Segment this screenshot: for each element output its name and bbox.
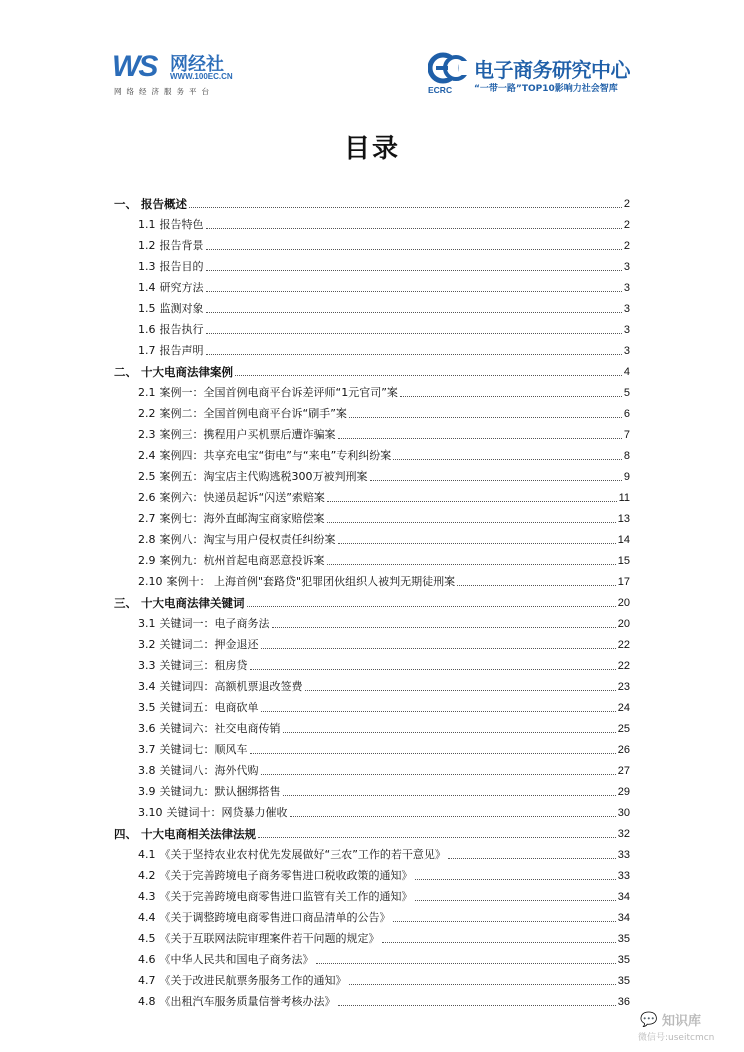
toc-entry-number: 二、 <box>114 365 137 379</box>
toc-entry-text: 报告背景 <box>159 239 204 252</box>
toc-entry-text: 《关于调整跨境电商零售进口商品清单的公告》 <box>159 911 391 924</box>
toc-subsection-entry[interactable] <box>114 379 630 400</box>
toc-page-number: 24 <box>617 702 630 714</box>
toc-subsection-entry[interactable] <box>114 253 630 274</box>
toc-page-number: 2 <box>623 198 630 210</box>
toc-leader-dots <box>206 283 622 292</box>
toc-leader-dots <box>400 388 622 397</box>
toc-entry-label <box>138 911 391 925</box>
toc-entry-text: 关键词九：默认捆绑搭售 <box>159 785 281 798</box>
toc-entry-number: 4.5 <box>138 932 156 945</box>
toc-entry-number: 3.1 <box>138 617 156 630</box>
toc-entry-number: 2.10 <box>138 575 163 588</box>
toc-leader-dots <box>250 745 616 754</box>
toc-leader-dots <box>370 472 622 481</box>
toc-page-number: 25 <box>617 723 630 735</box>
wangjingshe-logo <box>112 48 262 100</box>
toc-entry-number: 1.7 <box>138 344 156 357</box>
toc-entry-label <box>138 470 368 484</box>
toc-entry-text: 关键词七：顺风车 <box>159 743 248 756</box>
toc-page-number: 20 <box>617 597 630 609</box>
toc-subsection-entry[interactable] <box>114 778 630 799</box>
toc-page-number: 4 <box>623 366 630 378</box>
toc-entry-number: 4.2 <box>138 869 156 882</box>
toc-entry-number: 2.2 <box>138 407 156 420</box>
toc-entry-number: 2.3 <box>138 428 156 441</box>
toc-entry-text: 《中华人民共和国电子商务法》 <box>159 953 314 966</box>
toc-subsection-entry[interactable] <box>114 295 630 316</box>
toc-page-number: 6 <box>623 408 630 420</box>
toc-page-number: 33 <box>617 849 630 861</box>
toc-entry-number: 4.3 <box>138 890 156 903</box>
toc-entry-number: 2.1 <box>138 386 156 399</box>
toc-entry-text: 案例十： 上海首例"套路贷"犯罪团伙组织人被判无期徒刑案 <box>166 575 456 588</box>
toc-subsection-entry[interactable] <box>114 484 630 505</box>
toc-entry-number: 1.1 <box>138 218 156 231</box>
toc-leader-dots <box>349 976 616 985</box>
toc-page-number: 30 <box>617 807 630 819</box>
toc-leader-dots <box>316 955 616 964</box>
toc-entry-label <box>114 596 245 610</box>
toc-entry-label <box>138 659 248 673</box>
toc-leader-dots <box>206 220 622 229</box>
toc-subsection-entry[interactable] <box>114 211 630 232</box>
toc-subsection-entry[interactable] <box>114 274 630 295</box>
toc-entry-label <box>138 449 391 463</box>
toc-entry-text: 报告目的 <box>159 260 204 273</box>
toc-entry-label <box>138 386 398 400</box>
toc-leader-dots <box>206 346 622 355</box>
toc-entry-text: 关键词六：社交电商传销 <box>159 722 281 735</box>
toc-entry-number: 4.6 <box>138 953 156 966</box>
toc-leader-dots <box>261 766 616 775</box>
wechat-icon: 💬 <box>640 1012 658 1028</box>
toc-entry-text: 十大电商相关法律法规 <box>141 827 256 841</box>
toc-subsection-entry[interactable] <box>114 715 630 736</box>
toc-entry-text: 《关于互联网法院审理案件若干问题的规定》 <box>159 932 380 945</box>
toc-leader-dots <box>261 703 616 712</box>
toc-entry-label <box>138 428 336 442</box>
toc-entry-label <box>138 974 347 988</box>
toc-page-number: 5 <box>623 387 630 399</box>
toc-entry-number: 3.7 <box>138 743 156 756</box>
toc-leader-dots <box>338 430 622 439</box>
toc-entry-text: 案例五：淘宝店主代购逃税300万被判刑案 <box>159 470 368 483</box>
toc-entry-label <box>138 281 204 295</box>
ws-mark: WS <box>112 50 157 83</box>
toc-leader-dots <box>206 241 622 250</box>
toc-page-number: 34 <box>617 912 630 924</box>
toc-entry-number: 一、 <box>114 197 137 211</box>
toc-leader-dots <box>457 577 616 586</box>
ecrc-subtitle: “一带一路”TOP10影响力社会智库 <box>474 84 618 94</box>
toc-entry-number: 1.6 <box>138 323 156 336</box>
toc-subsection-entry[interactable] <box>114 505 630 526</box>
toc-entry-label <box>138 218 204 232</box>
toc-entry-text: 十大电商法律关键词 <box>141 596 245 610</box>
toc-leader-dots <box>283 724 616 733</box>
toc-page-number: 35 <box>617 954 630 966</box>
toc-subsection-entry[interactable] <box>114 925 630 946</box>
toc-entry-number: 3.8 <box>138 764 156 777</box>
toc-entry-text: 关键词三：租房贷 <box>159 659 248 672</box>
toc-entry-number: 3.5 <box>138 701 156 714</box>
toc-entry-text: 《关于改进民航票务服务工作的通知》 <box>159 974 347 987</box>
toc-subsection-entry[interactable] <box>114 673 630 694</box>
toc-section-entry[interactable] <box>114 820 630 841</box>
toc-leader-dots <box>338 997 616 1006</box>
toc-entry-number: 2.4 <box>138 449 156 462</box>
toc-section-entry[interactable] <box>114 358 630 379</box>
toc-subsection-entry[interactable] <box>114 631 630 652</box>
toc-entry-number: 3.9 <box>138 785 156 798</box>
toc-entry-label <box>138 932 380 946</box>
toc-subsection-entry[interactable] <box>114 526 630 547</box>
toc-leader-dots <box>393 451 622 460</box>
toc-page-number: 23 <box>617 681 630 693</box>
toc-subsection-entry[interactable] <box>114 232 630 253</box>
toc-page-number: 3 <box>623 261 630 273</box>
toc-entry-number: 3.3 <box>138 659 156 672</box>
toc-entry-label <box>138 302 204 316</box>
toc-entry-text: 案例八：淘宝与用户侵权责任纠纷案 <box>159 533 336 546</box>
toc-subsection-entry[interactable] <box>114 610 630 631</box>
ws-brand-name: 网经社 <box>170 54 224 75</box>
toc-page-number: 14 <box>617 534 630 546</box>
toc-leader-dots <box>305 682 616 691</box>
toc-entry-label <box>138 407 347 421</box>
toc-leader-dots <box>272 619 616 628</box>
toc-entry-number: 2.5 <box>138 470 156 483</box>
toc-entry-label <box>138 533 336 547</box>
toc-subsection-entry[interactable] <box>114 862 630 883</box>
ecrc-logo <box>428 52 658 98</box>
toc-entry-label <box>138 512 325 526</box>
toc-entry-number: 2.7 <box>138 512 156 525</box>
toc-subsection-entry[interactable] <box>114 316 630 337</box>
toc-page-number: 11 <box>618 492 630 504</box>
toc-entry-label <box>138 995 336 1009</box>
toc-entry-label <box>138 680 303 694</box>
toc-entry-label <box>138 764 259 778</box>
toc-entry-number: 4.8 <box>138 995 156 1008</box>
page-header <box>0 0 744 110</box>
toc-entry-text: 关键词二：押金退还 <box>159 638 259 651</box>
toc-leader-dots <box>258 829 616 838</box>
toc-entry-number: 2.6 <box>138 491 156 504</box>
ecrc-code: ECRC <box>428 85 453 95</box>
watermark <box>640 1010 740 1046</box>
toc-page-number: 20 <box>617 618 630 630</box>
toc-subsection-entry[interactable] <box>114 568 630 589</box>
toc-leader-dots <box>327 514 616 523</box>
toc-entry-number: 1.2 <box>138 239 156 252</box>
ecrc-title: 电子商务研究中心 <box>474 58 630 82</box>
toc-page-number: 17 <box>617 576 630 588</box>
table-of-contents <box>114 190 630 1009</box>
toc-page-number: 35 <box>617 933 630 945</box>
toc-entry-label <box>138 554 325 568</box>
toc-page-number: 7 <box>623 429 630 441</box>
toc-entry-label <box>138 785 281 799</box>
toc-entry-number: 2.8 <box>138 533 156 546</box>
toc-entry-text: 关键词十：网贷暴力催收 <box>166 806 288 819</box>
toc-page-number: 22 <box>617 660 630 672</box>
toc-page-number: 9 <box>623 471 630 483</box>
toc-entry-text: 报告概述 <box>141 197 187 211</box>
toc-entry-number: 1.3 <box>138 260 156 273</box>
toc-page-number: 13 <box>617 513 630 525</box>
toc-entry-label <box>138 890 413 904</box>
toc-subsection-entry[interactable] <box>114 463 630 484</box>
toc-entry-label <box>138 617 270 631</box>
toc-entry-label <box>138 239 204 253</box>
toc-page-number: 29 <box>617 786 630 798</box>
toc-entry-text: 《关于完善跨境电子商务零售进口税收政策的通知》 <box>159 869 413 882</box>
toc-subsection-entry[interactable] <box>114 883 630 904</box>
toc-subsection-entry[interactable] <box>114 337 630 358</box>
toc-page-number: 22 <box>617 639 630 651</box>
toc-subsection-entry[interactable] <box>114 442 630 463</box>
toc-entry-number: 3.6 <box>138 722 156 735</box>
toc-subsection-entry[interactable] <box>114 736 630 757</box>
toc-entry-text: 报告声明 <box>159 344 204 357</box>
toc-leader-dots <box>415 892 616 901</box>
toc-page-number: 27 <box>617 765 630 777</box>
toc-entry-text: 《关于完善跨境电商零售进口监管有关工作的通知》 <box>159 890 413 903</box>
toc-leader-dots <box>206 325 622 334</box>
toc-page-number: 2 <box>623 219 630 231</box>
toc-page-number: 8 <box>623 450 630 462</box>
ws-tagline: 网络经济服务平台 <box>114 87 214 96</box>
toc-entry-label <box>138 260 204 274</box>
toc-leader-dots <box>393 913 616 922</box>
toc-entry-label <box>138 575 455 589</box>
toc-leader-dots <box>338 535 616 544</box>
toc-page-number: 33 <box>617 870 630 882</box>
toc-leader-dots <box>415 871 616 880</box>
toc-entry-label <box>138 869 413 883</box>
toc-entry-number: 3.10 <box>138 806 163 819</box>
toc-subsection-entry[interactable] <box>114 946 630 967</box>
toc-page-number: 2 <box>623 240 630 252</box>
toc-entry-label <box>114 827 256 841</box>
toc-entry-label <box>138 491 325 505</box>
toc-subsection-entry[interactable] <box>114 694 630 715</box>
toc-entry-number: 1.5 <box>138 302 156 315</box>
ws-url: WWW.100EC.CN <box>170 72 233 81</box>
toc-entry-text: 案例一：全国首例电商平台诉差评师“1元官司”案 <box>159 386 398 399</box>
toc-entry-label <box>114 197 187 211</box>
toc-leader-dots <box>235 367 622 376</box>
toc-leader-dots <box>327 556 616 565</box>
toc-entry-text: 《关于坚持农业农村优先发展做好“三农”工作的若干意见》 <box>159 848 446 861</box>
toc-entry-number: 4.1 <box>138 848 156 861</box>
toc-entry-text: 案例二：全国首例电商平台诉“刷手”案 <box>159 407 347 420</box>
toc-page-number: 3 <box>623 345 630 357</box>
toc-subsection-entry[interactable] <box>114 841 630 862</box>
toc-entry-text: 案例三：携程用户买机票后遭诈骗案 <box>159 428 336 441</box>
toc-page-number: 26 <box>617 744 630 756</box>
toc-subsection-entry[interactable] <box>114 652 630 673</box>
toc-leader-dots <box>327 493 617 502</box>
toc-subsection-entry[interactable] <box>114 547 630 568</box>
toc-subsection-entry[interactable] <box>114 421 630 442</box>
toc-entry-label <box>138 344 204 358</box>
page-title: 目录 <box>343 134 400 164</box>
toc-leader-dots <box>448 850 616 859</box>
toc-page-number: 34 <box>617 891 630 903</box>
toc-page-number: 3 <box>623 303 630 315</box>
toc-entry-text: 《出租汽车服务质量信誉考核办法》 <box>159 995 336 1008</box>
toc-entry-text: 报告特色 <box>159 218 204 231</box>
toc-entry-label <box>138 743 248 757</box>
toc-entry-label <box>114 365 233 379</box>
toc-section-entry[interactable] <box>114 190 630 211</box>
toc-page-number: 32 <box>617 828 630 840</box>
toc-entry-text: 监测对象 <box>159 302 204 315</box>
toc-entry-number: 3.2 <box>138 638 156 651</box>
toc-leader-dots <box>349 409 622 418</box>
toc-entry-number: 四、 <box>114 827 137 841</box>
toc-entry-number: 2.9 <box>138 554 156 567</box>
toc-leader-dots <box>206 262 622 271</box>
toc-entry-label <box>138 701 259 715</box>
toc-entry-text: 关键词八：海外代购 <box>159 764 259 777</box>
toc-entry-label <box>138 806 288 820</box>
toc-entry-text: 十大电商法律案例 <box>141 365 233 379</box>
toc-subsection-entry[interactable] <box>114 400 630 421</box>
watermark-name: 知识库 <box>662 1014 702 1029</box>
toc-section-entry[interactable] <box>114 589 630 610</box>
toc-entry-number: 三、 <box>114 596 137 610</box>
toc-entry-label <box>138 848 446 862</box>
toc-leader-dots <box>261 640 616 649</box>
toc-leader-dots <box>189 199 622 208</box>
toc-entry-text: 关键词四：高额机票退改签费 <box>159 680 303 693</box>
toc-subsection-entry[interactable] <box>114 904 630 925</box>
toc-entry-text: 研究方法 <box>159 281 204 294</box>
toc-entry-number: 3.4 <box>138 680 156 693</box>
toc-entry-label <box>138 638 259 652</box>
toc-entry-text: 案例七：海外直邮淘宝商家赔偿案 <box>159 512 325 525</box>
toc-entry-number: 1.4 <box>138 281 156 294</box>
toc-page-number: 3 <box>623 282 630 294</box>
toc-leader-dots <box>382 934 616 943</box>
toc-leader-dots <box>206 304 622 313</box>
toc-leader-dots <box>247 598 616 607</box>
toc-page-number: 3 <box>623 324 630 336</box>
toc-entry-label <box>138 323 204 337</box>
toc-page-number: 36 <box>617 996 630 1008</box>
toc-page-number: 15 <box>617 555 630 567</box>
toc-entry-text: 案例九：杭州首起电商恶意投诉案 <box>159 554 325 567</box>
toc-entry-number: 4.4 <box>138 911 156 924</box>
toc-leader-dots <box>290 808 616 817</box>
toc-entry-text: 案例四：共享充电宝“街电”与“来电”专利纠纷案 <box>159 449 392 462</box>
toc-subsection-entry[interactable] <box>114 757 630 778</box>
toc-entry-text: 关键词五：电商砍单 <box>159 701 259 714</box>
toc-subsection-entry[interactable] <box>114 799 630 820</box>
watermark-id: 微信号:useitcmcn <box>638 1033 715 1043</box>
toc-leader-dots <box>250 661 616 670</box>
toc-leader-dots <box>283 787 616 796</box>
toc-entry-number: 4.7 <box>138 974 156 987</box>
toc-entry-text: 关键词一：电子商务法 <box>159 617 270 630</box>
toc-page-number: 35 <box>617 975 630 987</box>
toc-entry-label <box>138 722 281 736</box>
toc-entry-text: 案例六：快递员起诉“闪送”索赔案 <box>159 491 325 504</box>
toc-subsection-entry[interactable] <box>114 967 630 988</box>
toc-entry-label <box>138 953 314 967</box>
toc-subsection-entry[interactable] <box>114 988 630 1009</box>
toc-entry-text: 报告执行 <box>159 323 204 336</box>
